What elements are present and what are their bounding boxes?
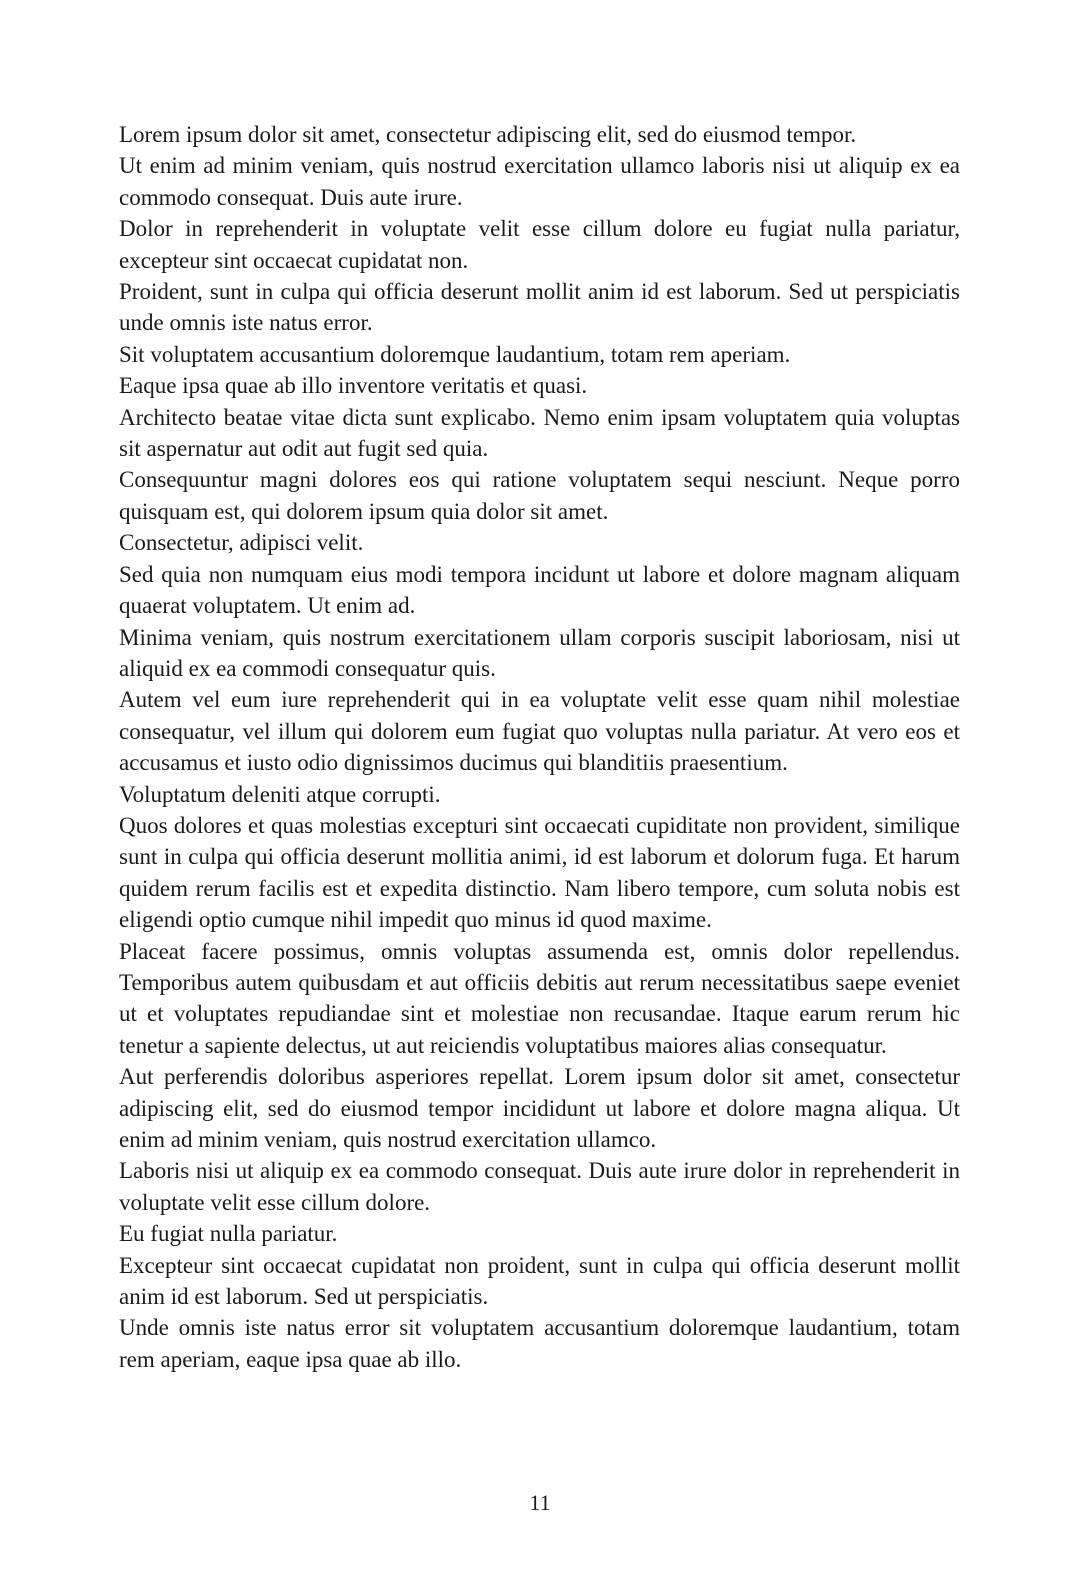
paragraph: Placeat facere possimus, omnis voluptas assumenda est, omnis dolor repellendus. Temporibus autem quibusdam et aut officiis debitis aut rerum necessitatibus saepe eveniet ut et voluptates repudiandae sint et molestiae non recusandae. Itaque earum rerum hic tenetur a sapiente delectus, ut aut reiciendis voluptatibus maiores alias consequatur. [119, 938, 960, 1058]
page-number: 11 [529, 1490, 551, 1515]
paragraph: Voluptatum deleniti atque corrupti. [119, 781, 441, 807]
paragraph: Consequuntur magni dolores eos qui ratione voluptatem sequi nesciunt. Neque porro quisquam est, qui dolorem ipsum quia dolor sit amet. [119, 467, 960, 524]
paragraph: Dolor in reprehenderit in voluptate velit esse cillum dolore eu fugiat nulla pariatur, excepteur sint occaecat cupidatat non. [119, 216, 960, 273]
paragraph: Unde omnis iste natus error sit voluptatem accusantium doloremque laudantium, totam rem aperiam, eaque ipsa quae ab illo. [119, 1315, 960, 1372]
paragraph: Sed quia non numquam eius modi tempora incidunt ut labore et dolore magnam aliquam quaerat voluptatem. Ut enim ad. [119, 561, 960, 619]
paragraph: Ut enim ad minim veniam, quis nostrud exercitation ullamco laboris nisi ut aliquip ex ea commodo consequat. Duis aute irure. [119, 153, 960, 210]
paragraph: Proident, sunt in culpa qui officia deserunt mollit anim id est laborum. Sed ut perspiciatis unde omnis iste natus error. [119, 279, 960, 336]
paragraph: Excepteur sint occaecat cupidatat non proident, sunt in culpa qui officia deserunt mollit anim id est laborum. Sed ut perspiciatis. [119, 1252, 960, 1310]
paragraph: Eu fugiat nulla pariatur. [119, 1221, 338, 1247]
paragraph: Lorem ipsum dolor sit amet, consectetur adipiscing elit, sed do eiusmod tempor. [119, 122, 857, 147]
page-body-text [119, 119, 960, 1375]
paragraph: Aut perferendis doloribus asperiores repellat. Lorem ipsum dolor sit amet, consectetur adipiscing elit, sed do eiusmod tempor incididunt ut labore et dolore magna aliqua. Ut enim ad minim veniam, quis nostrud exercitation ullamco. [119, 1064, 960, 1152]
paragraph: Architecto beatae vitae dicta sunt explicabo. Nemo enim ipsam voluptatem quia voluptas sit aspernatur aut odit aut fugit sed quia. [119, 404, 960, 462]
paragraph: Sit voluptatem accusantium doloremque laudantium, totam rem aperiam. [119, 341, 791, 367]
paragraph: Consectetur, adipisci velit. [119, 530, 364, 556]
paragraph: Laboris nisi ut aliquip ex ea commodo consequat. Duis aute irure dolor in reprehenderit in voluptate velit esse cillum dolore. [119, 1158, 960, 1215]
paragraph: Minima veniam, quis nostrum exercitationem ullam corporis suscipit laboriosam, nisi ut aliquid ex ea commodi consequatur quis. [119, 624, 960, 681]
paragraph: Quos dolores et quas molestias excepturi sint occaecati cupiditate non provident, similique sunt in culpa qui officia deserunt mollitia animi, id est laborum et dolorum fuga. Et harum quidem rerum facilis est et expedita distinctio. Nam libero tempore, cum soluta nobis est eligendi optio cumque nihil impedit quo minus id quod maxime. [119, 812, 960, 933]
paragraph: Autem vel eum iure reprehenderit qui in ea voluptate velit esse quam nihil molestiae consequatur, vel illum qui dolorem eum fugiat quo voluptas nulla pariatur. At vero eos et accusamus et iusto odio dignissimos ducimus qui blanditiis praesentium. [119, 687, 960, 776]
paragraph: Eaque ipsa quae ab illo inventore veritatis et quasi. [119, 373, 588, 399]
